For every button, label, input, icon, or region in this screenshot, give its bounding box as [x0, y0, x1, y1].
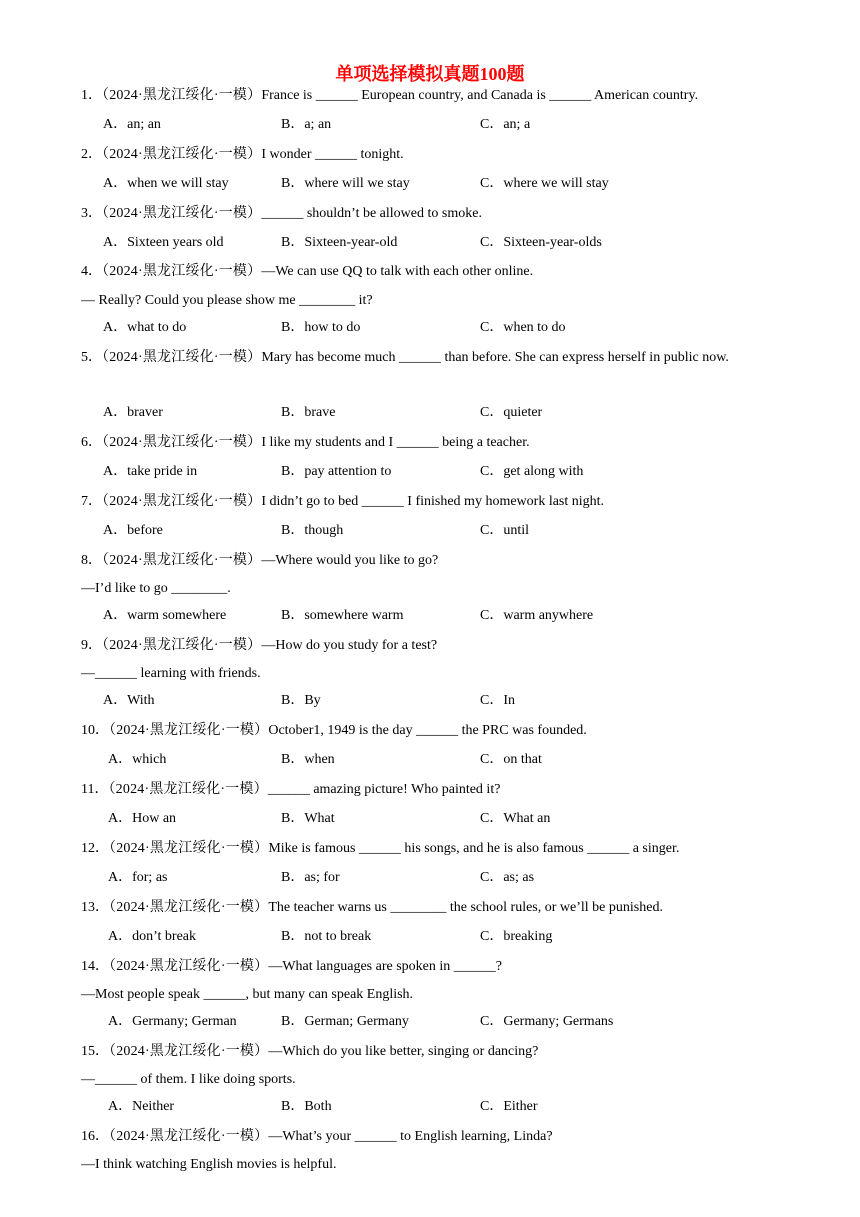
question-stem: Mike is famous ______ his songs, and he is also famous ______ a singer.: [268, 841, 680, 856]
option-b: B．pay attention to: [281, 464, 392, 479]
option-a: A．don’t break: [108, 929, 196, 944]
option-a: A．Germany; German: [108, 1014, 237, 1029]
question-8-line2: —I’d like to go ________.: [81, 581, 231, 596]
question-number: 8．: [81, 553, 102, 568]
question-15: [81, 1043, 538, 1061]
question-stem: I wonder ______ tonight.: [261, 147, 404, 162]
question-number: 2．: [81, 147, 102, 162]
question-source: （2024·黑龙江绥化·一模）: [102, 638, 262, 653]
question-number: 11．: [81, 782, 109, 797]
option-b: B．where will we stay: [281, 176, 410, 191]
question-number: 10．: [81, 723, 109, 738]
question-16: [81, 1128, 553, 1146]
option-b: B．somewhere warm: [281, 608, 404, 623]
question-stem: October1, 1949 is the day ______ the PRC was founded.: [268, 723, 587, 738]
question-stem: —Which do you like better, singing or dancing?: [268, 1044, 539, 1059]
question-stem: I didn’t go to bed ______ I finished my homework last night.: [261, 494, 605, 509]
option-b: B．not to break: [281, 929, 372, 944]
question-number: 9．: [81, 638, 102, 653]
option-b: B．By: [281, 693, 321, 708]
question-stem: —How do you study for a test?: [261, 638, 438, 653]
question-source: （2024·黑龙江绥化·一模）: [102, 553, 262, 568]
option-a: A．what to do: [103, 320, 187, 335]
question-16-line2: —I think watching English movies is helpful.: [81, 1157, 337, 1172]
question-number: 14．: [81, 959, 109, 974]
question-source: （2024·黑龙江绥化·一模）: [108, 782, 268, 797]
question-5: [81, 344, 771, 372]
question-15-line2: —______ of them. I like doing sports.: [81, 1072, 296, 1087]
option-b: B．What: [281, 811, 335, 826]
option-c: C．Sixteen-year-olds: [480, 235, 602, 250]
option-c: C．quieter: [480, 405, 543, 420]
question-number: 3．: [81, 206, 102, 221]
question-6: [81, 434, 530, 452]
option-b: B．as; for: [281, 870, 340, 885]
option-c: C．In: [480, 693, 515, 708]
question-2: [81, 146, 404, 164]
option-b: B．though: [281, 523, 344, 538]
option-a: A．when we will stay: [103, 176, 229, 191]
option-c: C．get along with: [480, 464, 584, 479]
option-c: C．an; a: [480, 117, 531, 132]
question-9-line2: —______ learning with friends.: [81, 666, 261, 681]
question-1: [81, 87, 698, 105]
question-number: 15．: [81, 1044, 109, 1059]
option-c: C．when to do: [480, 320, 566, 335]
option-c: C．where we will stay: [480, 176, 609, 191]
question-source: （2024·黑龙江绥化·一模）: [109, 1129, 269, 1144]
option-a: A．an; an: [103, 117, 161, 132]
question-source: （2024·黑龙江绥化·一模）: [109, 1044, 269, 1059]
option-a: A．With: [103, 693, 155, 708]
option-b: B．Sixteen-year-old: [281, 235, 398, 250]
option-a: A．for; as: [108, 870, 168, 885]
question-12: [81, 840, 679, 858]
question-source: （2024·黑龙江绥化·一模）: [102, 147, 262, 162]
option-c: C．as; as: [480, 870, 535, 885]
question-stem: ______ shouldn’t be allowed to smoke.: [261, 206, 482, 221]
question-number: 6．: [81, 435, 102, 450]
question-10: [81, 722, 587, 740]
option-c: C．until: [480, 523, 530, 538]
option-c: C．Germany; Germans: [480, 1014, 614, 1029]
question-stem: —We can use QQ to talk with each other online.: [261, 264, 534, 279]
question-9: [81, 637, 437, 655]
option-a: A．warm somewhere: [103, 608, 227, 623]
question-8: [81, 552, 438, 570]
question-3: [81, 205, 482, 223]
question-number: 5．: [81, 350, 102, 365]
question-source: （2024·黑龙江绥化·一模）: [102, 494, 262, 509]
question-4: [81, 263, 533, 281]
question-number: 12．: [81, 841, 109, 856]
question-source: （2024·黑龙江绥化·一模）: [102, 264, 262, 279]
option-a: A．take pride in: [103, 464, 198, 479]
question-13: [81, 899, 663, 917]
question-source: （2024·黑龙江绥化·一模）: [109, 723, 269, 738]
question-4-line2: — Really? Could you please show me ________ it?: [81, 293, 373, 308]
question-source: （2024·黑龙江绥化·一模）: [102, 206, 262, 221]
question-7: [81, 493, 604, 511]
question-stem: The teacher warns us ________ the school rules, or we’ll be punished.: [268, 900, 663, 915]
question-stem: France is ______ European country, and Canada is ______ American country.: [261, 88, 699, 103]
question-number: 13．: [81, 900, 109, 915]
option-c: C．What an: [480, 811, 551, 826]
question-stem: —What’s your ______ to English learning, Linda?: [268, 1129, 553, 1144]
option-b: B．German; Germany: [281, 1014, 409, 1029]
question-stem: I like my students and I ______ being a teacher.: [261, 435, 530, 450]
question-source: （2024·黑龙江绥化·一模）: [109, 959, 269, 974]
option-a: A．Neither: [108, 1099, 175, 1114]
question-14-line2: —Most people speak ______, but many can speak English.: [81, 987, 414, 1002]
question-source: （2024·黑龙江绥化·一模）: [102, 435, 262, 450]
question-14: [81, 958, 502, 976]
question-source: （2024·黑龙江绥化·一模）: [102, 88, 262, 103]
option-c: C．warm anywhere: [480, 608, 594, 623]
option-b: B．a; an: [281, 117, 332, 132]
option-a: A．which: [108, 752, 167, 767]
question-11: [81, 781, 500, 799]
question-number: 7．: [81, 494, 102, 509]
question-stem: —Where would you like to go?: [261, 553, 439, 568]
option-a: A．before: [103, 523, 163, 538]
option-b: B．how to do: [281, 320, 361, 335]
option-b: B．Both: [281, 1099, 332, 1114]
question-source: （2024·黑龙江绥化·一模）: [102, 350, 262, 365]
option-a: A．How an: [108, 811, 177, 826]
question-stem: ______ amazing picture! Who painted it?: [267, 782, 501, 797]
option-b: B．brave: [281, 405, 336, 420]
option-c: C．Either: [480, 1099, 538, 1114]
option-b: B．when: [281, 752, 335, 767]
option-c: C．on that: [480, 752, 542, 767]
question-number: 4．: [81, 264, 102, 279]
question-stem: —What languages are spoken in ______?: [268, 959, 502, 974]
question-number: 1．: [81, 88, 102, 103]
question-stem: Mary has become much ______ than before. She can express herself in public now.: [261, 350, 729, 365]
page-title: 单项选择模拟真题100题: [335, 64, 525, 84]
question-source: （2024·黑龙江绥化·一模）: [109, 900, 269, 915]
question-source: （2024·黑龙江绥化·一模）: [109, 841, 269, 856]
option-a: A．braver: [103, 405, 163, 420]
option-a: A．Sixteen years old: [103, 235, 224, 250]
option-c: C．breaking: [480, 929, 553, 944]
question-number: 16．: [81, 1129, 109, 1144]
